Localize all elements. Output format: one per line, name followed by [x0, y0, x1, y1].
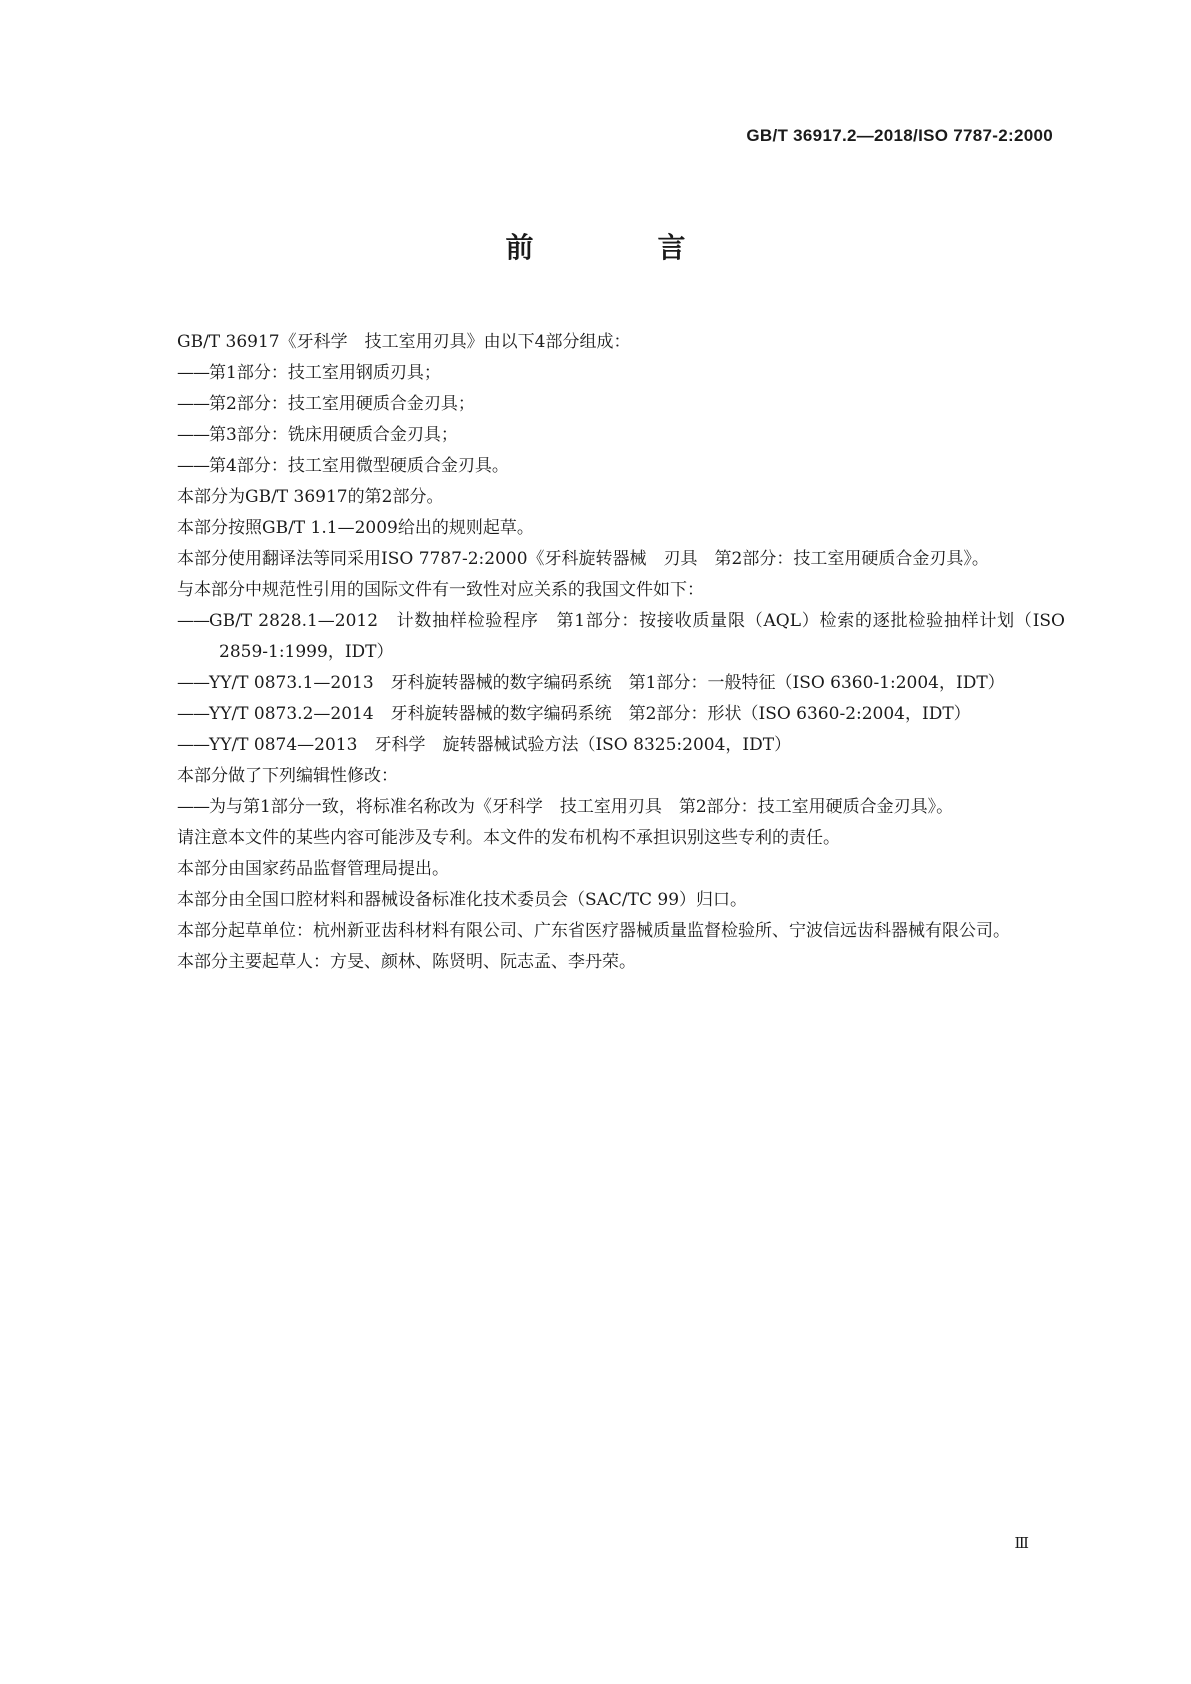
paragraph: 本部分主要起草人：方旻、颜林、陈贤明、阮志孟、李丹荣。	[177, 952, 636, 972]
list-marker: ——	[177, 425, 209, 445]
list-item	[125, 730, 1065, 761]
paragraph: 与本部分中规范性引用的国际文件有一致性对应关系的我国文件如下：	[177, 580, 704, 600]
paragraph: 请注意本文件的某些内容可能涉及专利。本文件的发布机构不承担识别这些专利的责任。	[177, 828, 840, 848]
list-item-text: 第4部分：技工室用微型硬质合金刃具。	[209, 456, 509, 476]
list-marker: ——	[177, 735, 209, 755]
list-marker: ——	[177, 363, 209, 383]
list-marker: ——	[177, 673, 209, 693]
list-item	[125, 358, 1065, 389]
list-item-text: 第1部分：技工室用钢质刃具；	[209, 363, 441, 383]
list-item	[125, 792, 1065, 823]
paragraph: 本部分为GB/T 36917的第2部分。	[177, 487, 444, 507]
list-item-text: YY/T 0874—2013 牙科学 旋转器械试验方法（ISO 8325:2004，IDT）	[209, 735, 792, 755]
list-marker: ——	[177, 394, 209, 414]
paragraph: 本部分起草单位：杭州新亚齿科材料有限公司、广东省医疗器械质量监督检验所、宁波信远齿科器械有限公司。	[177, 921, 1010, 941]
paragraph: GB/T 36917《牙科学 技工室用刃具》由以下4部分组成：	[177, 332, 631, 352]
list-item	[125, 668, 1065, 699]
paragraph: 本部分使用翻译法等同采用ISO 7787-2:2000《牙科旋转器械 刃具 第2部分：技工室用硬质合金刃具》。	[177, 549, 989, 569]
list-item	[125, 451, 1065, 482]
list-marker: ——	[177, 704, 209, 724]
list-marker: ——	[177, 456, 209, 476]
list-item-text: YY/T 0873.2—2014 牙科旋转器械的数字编码系统 第2部分：形状（ISO 6360-2:2004，IDT）	[209, 704, 971, 724]
page-number: Ⅲ	[1014, 1534, 1029, 1552]
standard-code: GB/T 36917.2—2018/ISO 7787-2:2000	[746, 126, 1053, 145]
list-marker: ——	[177, 797, 209, 817]
list-item-text: 为与第1部分一致，将标准名称改为《牙科学 技工室用刃具 第2部分：技工室用硬质合金刃具》。	[209, 797, 954, 817]
list-marker: ——	[177, 611, 209, 631]
list-item-text: 第2部分：技工室用硬质合金刃具；	[209, 394, 475, 414]
paragraph: 本部分做了下列编辑性修改：	[177, 766, 398, 786]
foreword-body	[125, 327, 1065, 978]
list-item	[125, 420, 1065, 451]
list-item-text: 第3部分：铣床用硬质合金刃具；	[209, 425, 458, 445]
paragraph: 本部分按照GB/T 1.1—2009给出的规则起草。	[177, 518, 534, 538]
list-item	[125, 606, 1065, 668]
paragraph: 本部分由全国口腔材料和器械设备标准化技术委员会（SAC/TC 99）归口。	[177, 890, 748, 910]
list-item	[125, 699, 1065, 730]
page-title: 前 言	[505, 231, 734, 264]
list-item	[125, 389, 1065, 420]
list-item-text: YY/T 0873.1—2013 牙科旋转器械的数字编码系统 第1部分：一般特征（ISO 6360-1:2004，IDT）	[209, 673, 1005, 693]
paragraph: 本部分由国家药品监督管理局提出。	[177, 859, 449, 879]
list-item-text: GB/T 2828.1—2012 计数抽样检验程序 第1部分：按接收质量限（AQL）检索的逐批检验抽样计划（ISO 2859-1:1999，IDT）	[209, 611, 1065, 662]
